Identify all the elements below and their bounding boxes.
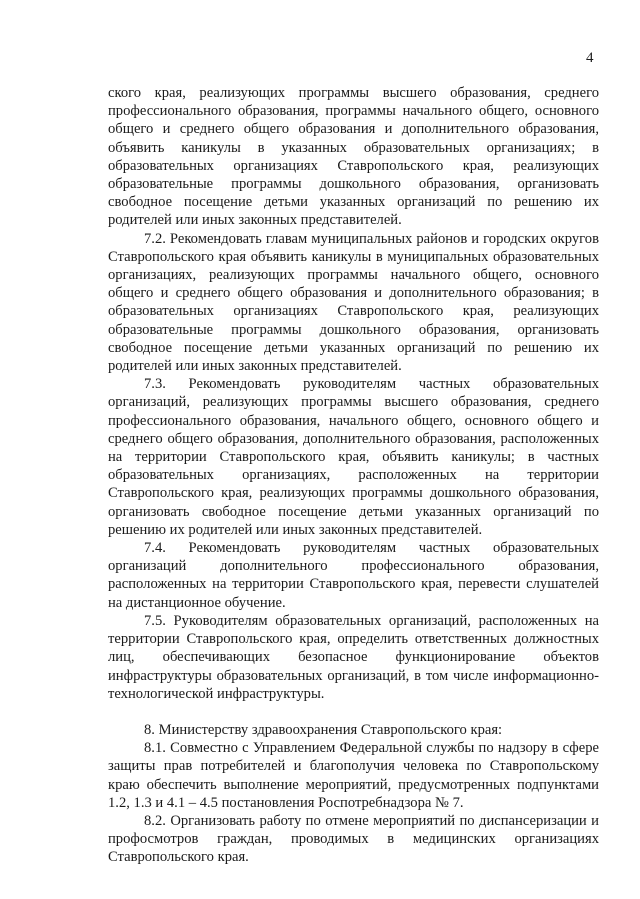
paragraph-7-2: 7.2. Рекомендовать главам муниципальных районов и городских округов Ставропольского края объявить каникулы в муниципальных образовательных организациях, реализующих программы начального общего, основного общего и среднего общего образования и дополнительного образования; в образовательных организациях Ставропольского края, реализующих образовательные программы дошкольного образования, организовать свободное посещение детьми указанных организаций по решению их родителей или иных законных представителей. <box>108 230 599 375</box>
paragraph-continuation: ского края, реализующих программы высшего образования, среднего профессионального образования, программы начального общего, основного общего и среднего общего образования и дополнительного образования, объявить каникулы в указанных образовательных организациях; в образовательных организациях Ставропольского края, реализующих образовательные программы дошкольного образования, организовать свободное посещение детьми указанных организаций по решению их родителей или иных законных представителей. <box>108 85 599 229</box>
paragraph-8-2: 8.2. Организовать работу по отмене мероприятий по диспансеризации и профосмотров граждан, проводимых в медицинских организациях Ставропольского края. <box>108 812 599 866</box>
page-number: 4 <box>586 50 594 66</box>
paragraph-7-3: 7.3. Рекомендовать руководителям частных образовательных организаций, реализующих программы высшего образования, среднего профессионального образования, начального общего, основного общего и среднего общего образования, дополнительного образования, расположенных на территории Ставропольского края, объявить каникулы; в частных образовательных организациях, расположенных на территории Ставропольского края, реализующих программы дошкольного образования, организовать свободное посещение детьми указанных организаций по решению их родителей или иных законных представителей. <box>108 376 599 538</box>
section-spacer <box>108 703 599 721</box>
paragraph-7-4: 7.4. Рекомендовать руководителям частных образовательных организаций дополнительного профессионального образования, расположенных на территории Ставропольского края, перевести слушателей на дистанционное обучение. <box>108 540 599 611</box>
paragraph-8-1: 8.1. Совместно с Управлением Федеральной службы по надзору в сфере защиты прав потребителей и благополучия человека по Ставропольскому краю обеспечить выполнение мероприятий, предусмотренных подпунктами 1.2, 1.3 и 4.1 – 4.5 постановления Роспотребнадзора № 7. <box>108 740 599 811</box>
document-body <box>108 84 599 867</box>
section-8-heading: 8. Министерству здравоохранения Ставропольского края: <box>144 721 503 738</box>
paragraph-7-5: 7.5. Руководителям образовательных организаций, расположенных на территории Ставропольского края, определить ответственных должностных лиц, обеспечивающих безопасное функционирование объектов инфраструктуры образовательных организаций, в том числе информационно-технологической инфраструктуры. <box>108 612 599 702</box>
